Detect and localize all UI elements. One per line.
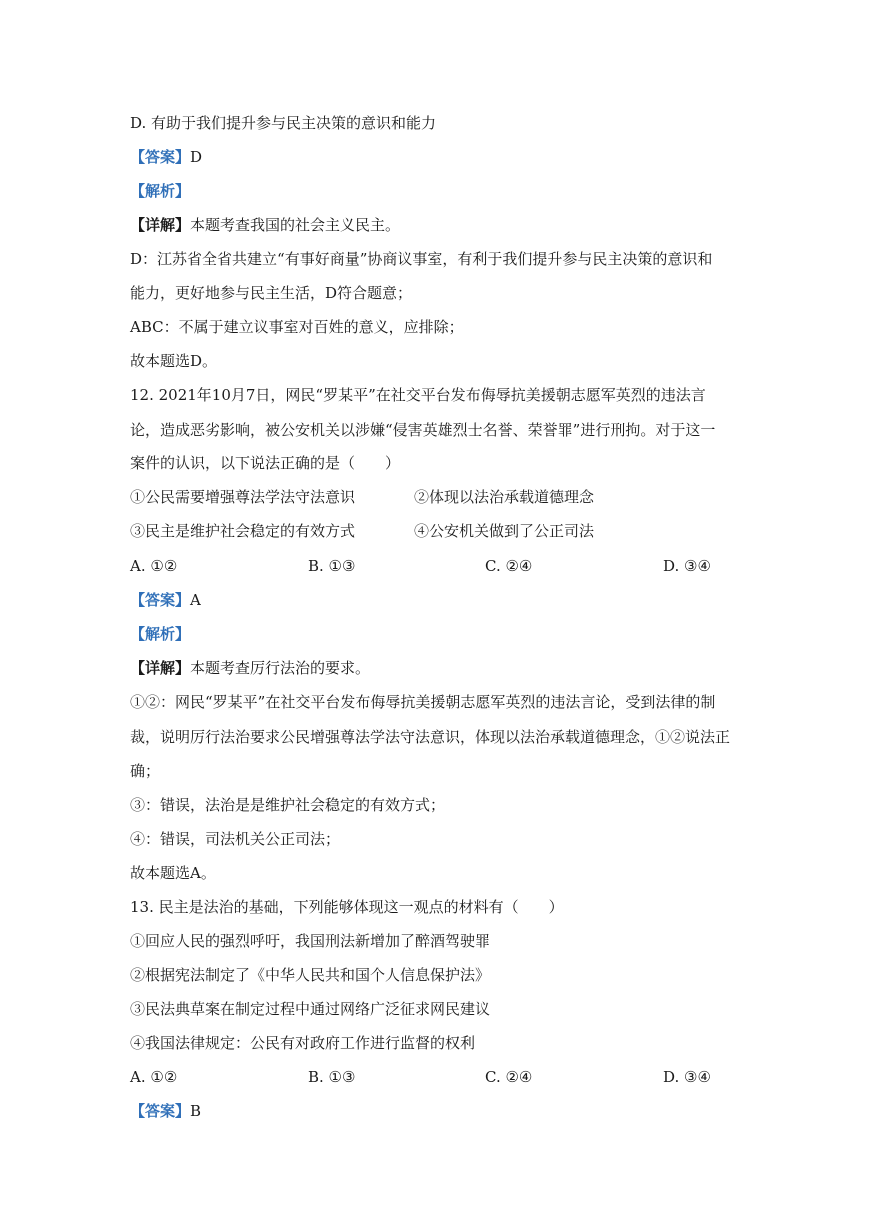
q12-analysis-label [130,624,745,644]
answer-label: 【答案】 [130,591,191,609]
q12-explain-4: ③：错误，法治是是维护社会稳定的有效方式； [130,796,446,814]
q12-conclusion: 故本题选A。 [130,864,216,882]
choice-a: A. ①② [130,557,178,575]
analysis-label: 【解析】 [130,625,191,643]
q11-explain-3: ABC：不属于建立议事室对百姓的意义，应排除； [130,318,464,336]
answer-value: B [190,1102,202,1120]
q13-answer [130,1101,745,1121]
q12-item-3: ③民主是维护社会稳定的有效方式 [130,522,356,540]
q12-explain-5: ④：错误，司法机关公正司法； [130,830,341,848]
q12-detail [130,658,745,678]
q12-item-2: ②体现以法治承载道德理念 [414,488,595,506]
q12-item-1: ①公民需要增强尊法学法守法意识 [130,488,356,506]
q12-answer [130,590,745,610]
q12-item-4: ④公安机关做到了公正司法 [414,522,595,540]
answer-label: 【答案】 [130,1102,191,1120]
choice-a: A. ①② [130,1068,178,1086]
choice-b: B. ①③ [308,557,356,575]
q11-explain-1: D：江苏省全省共建立“有事好商量”协商议事室，有利于我们提升参与民主决策的意识和 [130,250,713,268]
answer-value: D [190,148,203,166]
choice-c: C. ②④ [485,557,533,575]
choice-c: C. ②④ [485,1068,533,1086]
analysis-label: 【解析】 [130,182,191,200]
answer-label: 【答案】 [130,148,191,166]
q11-option-d: D. 有助于我们提升参与民主决策的意识和能力 [130,114,437,132]
q11-detail [130,215,745,235]
q12-stem-2: 论，造成恶劣影响，被公安机关以涉嫌“侵害英雄烈士名誉、荣誉罪”进行刑拘。对于这一 [130,421,716,439]
q13-item-3: ③民法典草案在制定过程中通过网络广泛征求网民建议 [130,1000,491,1018]
q12-stem-1: 12. 2021年10月7日，网民“罗某平”在社交平台发布侮辱抗美援朝志愿军英烈的违法言 [130,386,706,404]
q13-item-2: ②根据宪法制定了《中华人民共和国个人信息保护法》 [130,966,491,984]
choice-b: B. ①③ [308,1068,356,1086]
q12-explain-2: 裁，说明厉行法治要求公民增强尊法学法守法意识，体现以法治承载道德理念，①②说法正 [130,728,731,746]
choice-d: D. ③④ [663,1068,711,1086]
detail-label: 【详解】 [130,659,191,677]
detail-text: 本题考查我国的社会主义民主。 [190,216,401,234]
q11-conclusion: 故本题选D。 [130,352,218,370]
q12-stem-3: 案件的认识，以下说法正确的是（ ） [130,454,401,472]
detail-label: 【详解】 [130,216,191,234]
q13-item-4: ④我国法律规定：公民有对政府工作进行监督的权利 [130,1034,476,1052]
q11-explain-2: 能力，更好地参与民主生活，D符合题意； [130,284,413,302]
detail-text: 本题考查厉行法治的要求。 [190,659,371,677]
q11-analysis-label [130,181,745,201]
choice-d: D. ③④ [663,557,711,575]
answer-value: A [190,591,201,609]
q12-explain-3: 确； [130,762,161,780]
q13-item-1: ①回应人民的强烈呼吁，我国刑法新增加了醉酒驾驶罪 [130,932,491,950]
q12-explain-1: ①②：网民“罗某平”在社交平台发布侮辱抗美援朝志愿军英烈的违法言论，受到法律的制 [130,693,716,711]
q11-answer [130,147,745,167]
q13-stem: 13. 民主是法治的基础，下列能够体现这一观点的材料有（ ） [130,898,564,916]
